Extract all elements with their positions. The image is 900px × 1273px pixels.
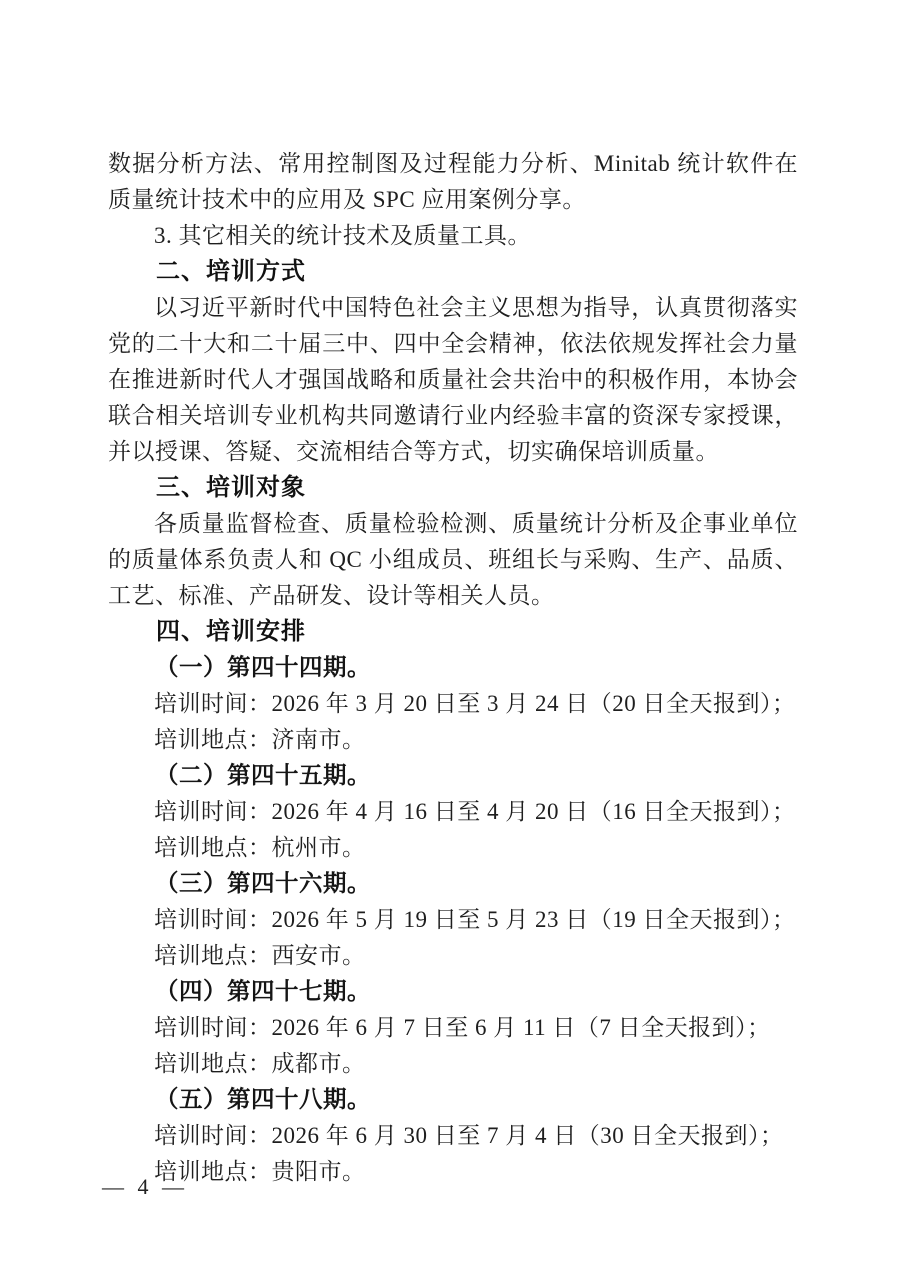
session-48-location: 培训地点：贵阳市。 [154, 1159, 366, 1184]
session-44-title: （一）第四十四期。 [155, 655, 371, 681]
session-47-location: 培训地点：成都市。 [154, 1051, 366, 1076]
session-45-title: （二）第四十五期。 [155, 763, 371, 789]
section-paragraph-training-method: 以习近平新时代中国特色社会主义思想为指导，认真贯彻落实党的二十大和二十届三中、四中全会精神，依法依规发挥社会力量在推进新时代人才强国战略和质量社会共治中的积极作用，本协会联合相关培训专业机构共同邀请行业内经验丰富的资深专家授课，并以授课、答疑、交流相结合等方式，切实确保培训质量。 [108, 295, 798, 464]
session-47-time: 培训时间：2026 年 6 月 7 日至 6 月 11 日（7 日全天报到）； [154, 1015, 771, 1040]
continuation-paragraph: 数据分析方法、常用控制图及过程能力分析、Minitab 统计软件在质量统计技术中的应用及 SPC 应用案例分享。 [108, 151, 798, 212]
section-heading-training-method: 二、培训方式 [156, 258, 306, 285]
session-47-title: （四）第四十七期。 [155, 979, 371, 1005]
page-number: — 4 — [102, 1174, 188, 1199]
session-44-time: 培训时间：2026 年 3 月 20 日至 3 月 24 日（20 日全天报到）； [154, 691, 796, 716]
section-paragraph-training-audience: 各质量监督检查、质量检验检测、质量统计分析及企事业单位的质量体系负责人和 QC 小组成员、班组长与采购、生产、品质、工艺、标准、产品研发、设计等相关人员。 [108, 511, 798, 608]
session-46-location: 培训地点：西安市。 [154, 943, 366, 968]
section-heading-training-schedule: 四、培训安排 [156, 618, 306, 645]
session-48-title: （五）第四十八期。 [155, 1087, 371, 1113]
document-body [108, 146, 798, 1190]
session-45-location: 培训地点：杭州市。 [154, 835, 366, 860]
list-item-3: 3. 其它相关的统计技术及质量工具。 [154, 223, 531, 248]
session-45-time: 培训时间：2026 年 4 月 16 日至 4 月 20 日（16 日全天报到）； [154, 799, 796, 824]
session-46-time: 培训时间：2026 年 5 月 19 日至 5 月 23 日（19 日全天报到）； [154, 907, 796, 932]
session-46-title: （三）第四十六期。 [155, 871, 371, 897]
session-48-time: 培训时间：2026 年 6 月 30 日至 7 月 4 日（30 日全天报到）； [154, 1123, 784, 1148]
section-heading-training-audience: 三、培训对象 [156, 474, 306, 501]
session-44-location: 培训地点：济南市。 [154, 727, 366, 752]
